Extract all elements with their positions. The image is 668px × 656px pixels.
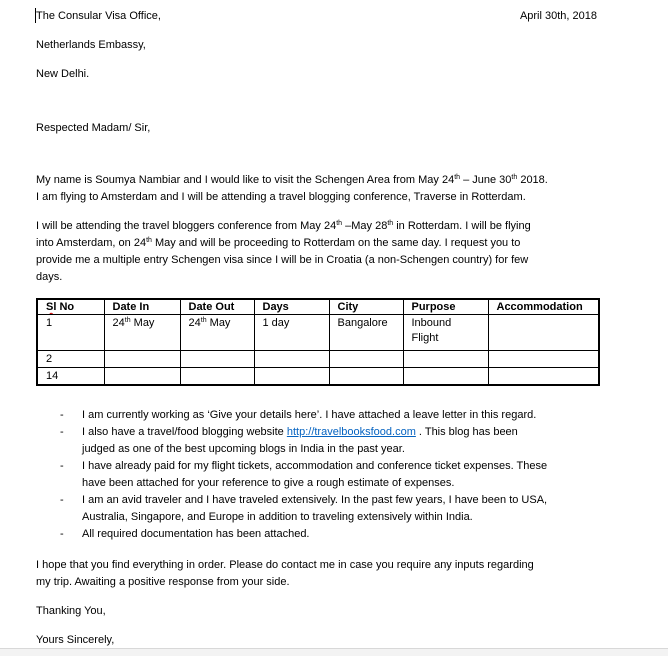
list-item-text: I am an avid traveler and I have traveled extensively. In the past few years, I have been to USA, Australia, Singapore, and Europe in addition to traveling extensively within India.	[82, 494, 548, 523]
table-cell[interactable]	[488, 351, 599, 368]
superscript-ordinal: th	[200, 317, 207, 324]
list-bullet: -	[60, 409, 64, 421]
list-item	[60, 407, 648, 424]
table-cell[interactable]: 24th May	[180, 315, 254, 351]
table-header-cell: Date Out	[180, 299, 254, 315]
table-cell[interactable]: 1 day	[254, 315, 329, 351]
table-cell[interactable]	[488, 368, 599, 386]
list-item-text: I am currently working as ‘Give your details here’. I have attached a leave letter in this regard.	[82, 409, 537, 421]
superscript-ordinal: th	[511, 174, 518, 181]
table-cell[interactable]: 1	[37, 315, 104, 351]
table-header-cell: Days	[254, 299, 329, 315]
table-cell[interactable]: 24th May	[104, 315, 180, 351]
table-header-cell: City	[329, 299, 403, 315]
superscript-ordinal: th	[387, 220, 394, 227]
table-row	[37, 368, 599, 386]
hyperlink[interactable]: http://travelbooksfood.com	[286, 426, 416, 438]
table-cell[interactable]	[329, 351, 403, 368]
superscript-ordinal: th	[146, 237, 152, 244]
table-cell[interactable]	[254, 368, 329, 386]
list-bullet: -	[60, 494, 64, 506]
recipient-line: Netherlands Embassy,	[36, 39, 146, 51]
text-cursor	[35, 8, 36, 23]
list-item	[60, 526, 648, 543]
table-cell[interactable]	[104, 368, 180, 386]
table-cell[interactable]: Inbound Flight	[403, 315, 488, 351]
itinerary-table	[36, 298, 600, 386]
table-cell[interactable]	[329, 368, 403, 386]
superscript-ordinal: th	[336, 220, 343, 227]
attachment-notes-list	[60, 407, 648, 543]
list-item	[60, 458, 648, 492]
list-bullet: -	[60, 528, 64, 540]
table-cell[interactable]	[488, 315, 599, 351]
superscript-ordinal: th	[124, 317, 131, 324]
list-item-text: All required documentation has been attached.	[82, 528, 310, 540]
intro-paragraph: My name is Soumya Nambiar and I would like to visit the Schengen Area from May 24th – June 30th 2018. I am flying to Amsterdam and I will be attending a travel blogging conference, Traverse in Rotterdam.	[36, 174, 548, 203]
table-cell[interactable]	[403, 351, 488, 368]
table-header-cell: Accommodation	[488, 299, 599, 315]
superscript-ordinal: th	[454, 174, 461, 181]
list-item-text: I also have a travel/food blogging website http://travelbooksfood.com . This blog has been judged as one of the best upcoming blogs in India in the past year.	[82, 426, 518, 455]
list-bullet: -	[60, 460, 64, 472]
thanking-you: Thanking You,	[36, 605, 106, 617]
salutation: Respected Madam/ Sir,	[36, 122, 151, 134]
letter-header	[36, 8, 648, 83]
table-row	[37, 315, 599, 351]
recipient-line: The Consular Visa Office,	[36, 10, 161, 22]
signature-line: Yours Sincerely,	[36, 634, 115, 646]
table-header-row	[37, 299, 599, 315]
table-cell[interactable]	[254, 351, 329, 368]
list-bullet: -	[60, 426, 64, 438]
table-cell[interactable]	[403, 368, 488, 386]
table-cell[interactable]	[104, 351, 180, 368]
list-item	[60, 492, 648, 526]
table-cell[interactable]: 2	[37, 351, 104, 368]
conference-paragraph: I will be attending the travel bloggers conference from May 24th –May 28th in Rotterdam. I will be flying into Amsterdam, on 24th May and will be proceeding to Rotterdam on the same day. I request you to provide me a multiple entry Schengen visa since I will be in Croatia (a non-Schengen country) for few days.	[36, 220, 531, 283]
table-cell[interactable]	[180, 368, 254, 386]
table-header-cell: Sl No	[37, 299, 104, 315]
table-cell[interactable]: 14	[37, 368, 104, 386]
page-bottom-edge	[0, 648, 668, 656]
table-cell[interactable]: Bangalore	[329, 315, 403, 351]
letter-date: April 30th, 2018	[519, 10, 597, 22]
list-item	[60, 424, 648, 458]
recipient-line: New Delhi.	[36, 68, 90, 80]
list-item-text: I have already paid for my flight tickets, accommodation and conference ticket expenses. These have been attached for your reference to give a rough estimate of expenses.	[82, 460, 548, 489]
table-header-cell: Purpose	[403, 299, 488, 315]
table-header-cell: Date In	[104, 299, 180, 315]
table-cell[interactable]	[180, 351, 254, 368]
closing-paragraph: I hope that you find everything in order. Please do contact me in case you require any inputs regarding my trip. Awaiting a positive response from your side.	[36, 559, 534, 588]
table-row	[37, 351, 599, 368]
